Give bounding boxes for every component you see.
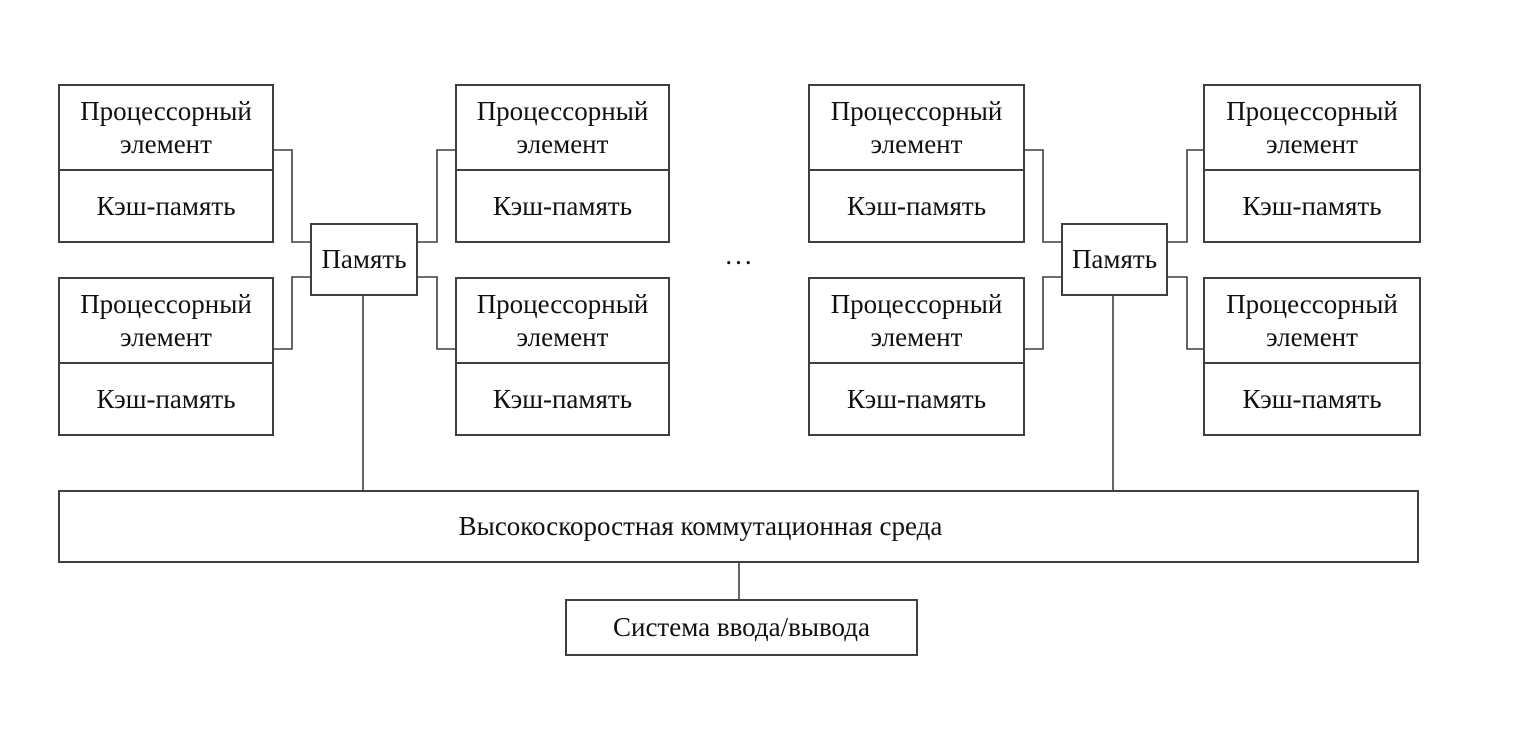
connector-line	[418, 277, 455, 349]
processor-element-box: Процессорный элемент	[1205, 86, 1419, 171]
processor-element-box: Процессорный элемент	[457, 86, 668, 171]
processor-stack	[455, 277, 670, 436]
connector-line	[1168, 150, 1203, 242]
processor-element-box: Процессорный элемент	[810, 86, 1023, 171]
processor-element-box: Процессорный элемент	[60, 86, 272, 171]
cache-memory-box: Кэш-память	[1242, 383, 1382, 414]
processor-stack	[58, 277, 274, 436]
processor-element-box: Процессорный элемент	[810, 279, 1023, 364]
processor-element-box: Процессорный элемент	[60, 279, 272, 364]
connector-line	[274, 150, 310, 242]
cache-memory-box: Кэш-память	[1242, 190, 1382, 221]
cache-memory-box: Кэш-память	[846, 383, 987, 414]
processor-stack	[808, 84, 1025, 243]
interconnect-label: Высокоскоростная коммутационная среда	[458, 511, 943, 542]
cache-memory-box: Кэш-память	[96, 190, 236, 221]
processor-stack	[808, 277, 1025, 436]
cache-memory-box: Кэш-память	[492, 190, 633, 221]
interconnect-box	[58, 490, 1419, 563]
cache-memory-box: Кэш-память	[492, 383, 633, 414]
connector-line	[1025, 277, 1061, 349]
io-system-box: Система ввода/вывода	[565, 599, 918, 656]
connector-line	[418, 150, 455, 242]
processor-element-box: Процессорный элемент	[1205, 279, 1419, 364]
processor-stack	[1203, 277, 1421, 436]
processor-element-box: Процессорный элемент	[457, 279, 668, 364]
processor-stack	[1203, 84, 1421, 243]
connector-line	[274, 277, 310, 349]
cache-memory-box: Кэш-память	[96, 383, 236, 414]
processor-stack	[58, 84, 274, 243]
ellipsis-more-nodes: ...	[725, 240, 755, 270]
connector-line	[1168, 277, 1203, 349]
memory-box: Память	[310, 223, 418, 296]
processor-stack	[455, 84, 670, 243]
memory-box: Память	[1061, 223, 1168, 296]
connector-line	[1025, 150, 1061, 242]
cache-memory-box: Кэш-память	[846, 190, 987, 221]
